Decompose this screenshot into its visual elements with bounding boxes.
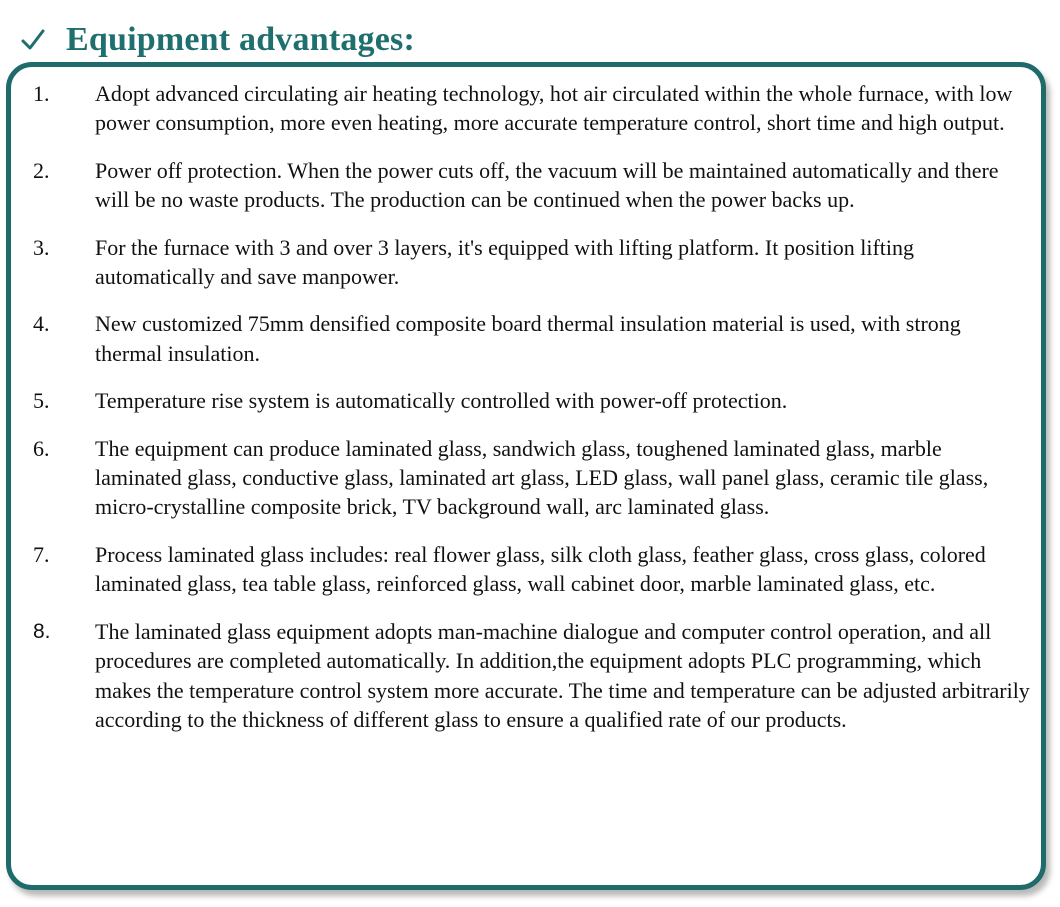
item-number: 1. (33, 81, 50, 106)
item-text: New customized 75mm densified composite board thermal insulation material is used, with strong thermal insulation. (95, 311, 961, 366)
item-text: The equipment can produce laminated glass, sandwich glass, toughened laminated glass, marble laminated glass, conductive glass, laminated art glass, LED glass, wall panel glass, ceramic tile glass, micro-crystalline composite brick, TV background wall, arc laminated glass. (95, 435, 989, 520)
item-text: Power off protection. When the power cuts off, the vacuum will be maintained automatically and there will be no waste products. The production can be continued when the power backs up. (95, 157, 999, 213)
list-item (33, 233, 1037, 292)
advantages-panel (6, 62, 1046, 890)
item-text: Temperature rise system is automatically controlled with power-off protection. (95, 388, 788, 414)
item-number: 4. (33, 311, 50, 337)
item-text: For the furnace with 3 and over 3 layers, it's equipped with lifting platform. It position lifting automatically and save manpower. (95, 234, 915, 290)
list-item (33, 309, 1037, 368)
list-item (33, 434, 1037, 522)
item-text: Process laminated glass includes: real flower glass, silk cloth glass, feather glass, cross glass, colored laminated glass, tea table glass, reinforced glass, wall cabinet door, marble laminated glass, etc. (95, 541, 986, 597)
list-item (33, 156, 1037, 215)
item-text: The laminated glass equipment adopts man-machine dialogue and computer control operation, and all procedures are completed automatically. In addition,the equipment adopts PLC programming, which makes the temperature control system more accurate. The time and temperature can be adjusted arbitrarily according to the thickness of different glass to ensure a qualified rate of our products. (95, 618, 1030, 732)
item-text: Adopt advanced circulating air heating technology, hot air circulated within the whole furnace, with low power consumption, more even heating, more accurate temperature control, short time and high output. (95, 81, 1013, 136)
advantages-list (33, 79, 1037, 752)
section-header (20, 16, 415, 64)
item-number: 7. (33, 541, 50, 567)
page-title: Equipment advantages: (66, 21, 415, 58)
list-item (33, 540, 1037, 599)
check-mark-icon (20, 27, 46, 53)
item-number: 8. (33, 619, 51, 643)
list-item (33, 386, 1037, 415)
item-number: 3. (33, 234, 50, 260)
list-item (33, 79, 1037, 138)
list-item (33, 617, 1037, 735)
item-number: 2. (33, 157, 50, 183)
item-number: 5. (33, 388, 50, 414)
item-number: 6. (33, 435, 50, 461)
